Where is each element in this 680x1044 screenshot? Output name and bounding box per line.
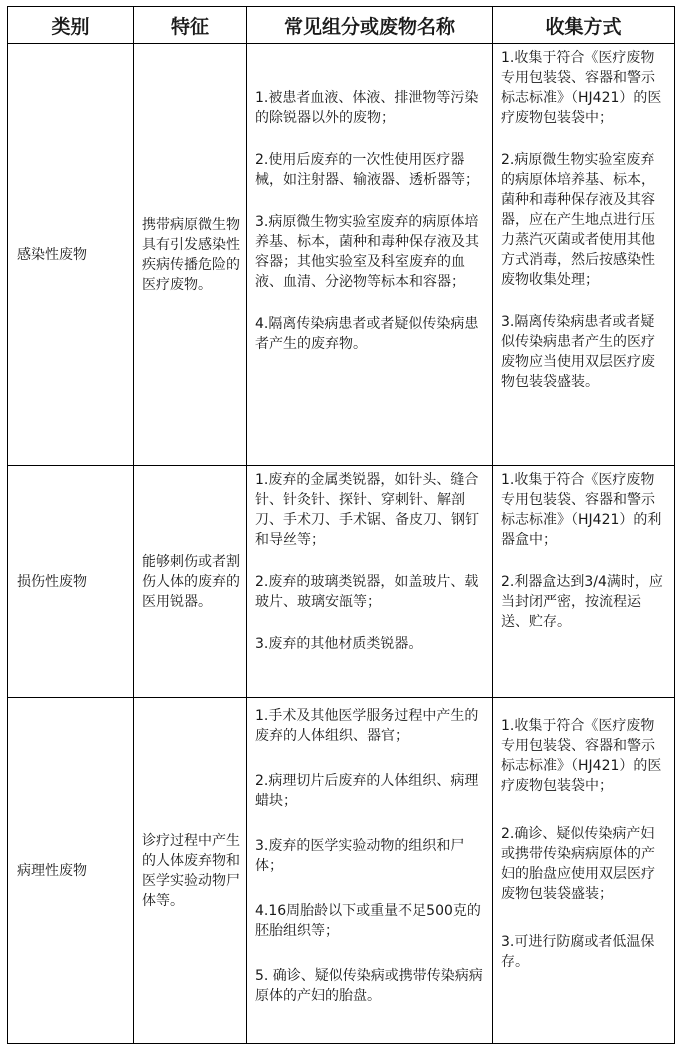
- method-item: 2.利器盒达到3/4满时，应当封闭严密，按流程运送、贮存。: [501, 574, 663, 630]
- method-item: 1.收集于符合《医疗废物专用包装袋、容器和警示标志标准》（HJ421）的利器盒中；: [501, 472, 662, 548]
- component-item: 4.16周胎龄以下或重量不足500克的胚胎组织等；: [255, 903, 481, 939]
- component-item: 1.被患者血液、体液、排泄物等污染的除锐器以外的废物；: [255, 90, 479, 126]
- component-item: 5. 确诊、疑似传染病或携带传染病病原体的产妇的胎盘。: [255, 968, 483, 1004]
- category-cell: 病理性废物: [8, 698, 134, 1044]
- header-components: 常见组分或废物名称: [247, 7, 493, 44]
- table-row: [8, 698, 675, 1044]
- method-item: 2.确诊、疑似传染病产妇或携带传染病病原体的产妇的胎盘应使用双层医疗废物包装袋盛装；: [501, 826, 655, 902]
- collection-method-cell: [493, 466, 675, 698]
- component-item: 2.废弃的玻璃类锐器，如盖玻片、载玻片、玻璃安瓿等；: [255, 574, 479, 610]
- feature-cell: 诊疗过程中产生的人体废弃物和医学实验动物尸体等。: [134, 698, 247, 1044]
- component-item: 3.废弃的其他材质类锐器。: [255, 636, 423, 652]
- table-header-row: [8, 7, 675, 44]
- component-item: 4.隔离传染病患者或者疑似传染病患者产生的废弃物。: [255, 316, 479, 352]
- method-item: 3.可进行防腐或者低温保存。: [501, 934, 655, 970]
- table-row: [8, 44, 675, 466]
- components-cell: [247, 698, 493, 1044]
- category-cell: 损伤性废物: [8, 466, 134, 698]
- method-item: 2.病原微生物实验室废弃的病原体培养基、标本，菌种和毒种保存液及其容器，应在产生地点进行压力蒸汽灭菌或者使用其他方式消毒，然后按感染性废物收集处理；: [501, 152, 655, 288]
- method-item: 3.隔离传染病患者或者疑似传染病患者产生的医疗废物应当使用双层医疗废物包装袋盛装。: [501, 314, 655, 390]
- component-item: 3.废弃的医学实验动物的组织和尸体；: [255, 838, 465, 874]
- header-collection-method: 收集方式: [493, 7, 675, 44]
- header-category: 类别: [8, 7, 134, 44]
- method-item: 1.收集于符合《医疗废物专用包装袋、容器和警示标志标准》（HJ421）的医疗废物包装袋中；: [501, 50, 662, 126]
- components-cell: [247, 44, 493, 466]
- category-cell: 感染性废物: [8, 44, 134, 466]
- component-item: 1.手术及其他医学服务过程中产生的废弃的人体组织、器官；: [255, 708, 479, 744]
- method-item: 1.收集于符合《医疗废物专用包装袋、容器和警示标志标准》（HJ421）的医疗废物包装袋中；: [501, 718, 662, 794]
- component-item: 2.使用后废弃的一次性使用医疗器械，如注射器、输液器、透析器等；: [255, 152, 479, 188]
- component-item: 1.废弃的金属类锐器，如针头、缝合针、针灸针、探针、穿刺针、解剖刀、手术刀、手术锯、备皮刀、钢钉和导丝等；: [255, 472, 479, 548]
- table-row: [8, 466, 675, 698]
- components-cell: [247, 466, 493, 698]
- component-item: 2.病理切片后废弃的人体组织、病理蜡块；: [255, 773, 479, 809]
- collection-method-cell: [493, 44, 675, 466]
- component-item: 3.病原微生物实验室废弃的病原体培养基、标本，菌种和毒种保存液及其容器；其他实验室及科室废弃的血液、血清、分泌物等标本和容器；: [255, 214, 479, 290]
- collection-method-cell: [493, 698, 675, 1044]
- feature-cell: 携带病原微生物具有引发感染性疾病传播危险的医疗废物。: [134, 44, 247, 466]
- medical-waste-table: [7, 6, 675, 1044]
- feature-cell: 能够刺伤或者割伤人体的废弃的医用锐器。: [134, 466, 247, 698]
- header-feature: 特征: [134, 7, 247, 44]
